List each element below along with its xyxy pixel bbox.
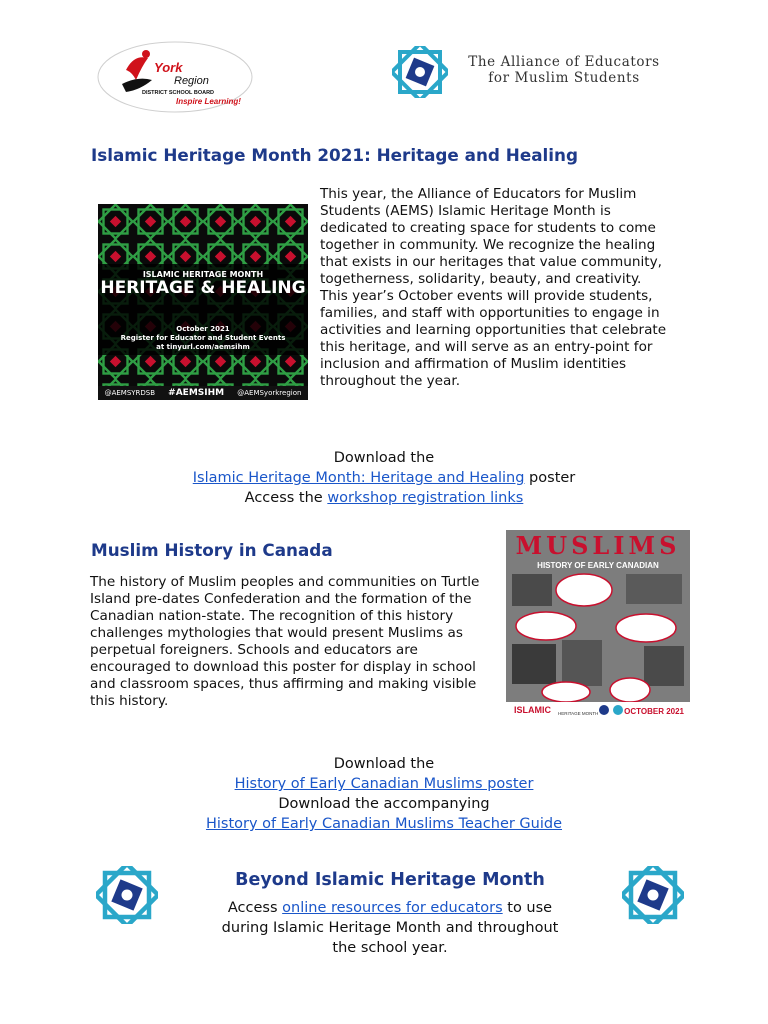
yrdsb-york-word: York xyxy=(154,60,183,75)
poster-register: Register for Educator and Student Events xyxy=(120,334,286,342)
yrdsb-logo xyxy=(96,40,254,114)
poster2-title: MUSLIMS xyxy=(515,531,681,560)
section1-download-block xyxy=(90,448,678,508)
section1-poster-suffix: poster xyxy=(524,470,576,486)
poster-details xyxy=(98,324,308,355)
workshop-registration-link[interactable]: workshop registration links xyxy=(327,490,524,506)
teacher-guide-link[interactable]: History of Early Canadian Muslims Teacher Guide xyxy=(205,816,563,832)
section1-para2: This year’s October events will provide students, families, and staff with opportunities to engage in activities and learning opportunities that celebrate this heritage, and will serve as an entry-point for inclusion and affirmation of Muslim identities throughout the year. xyxy=(320,288,667,389)
yrdsb-region-word: Region xyxy=(174,75,209,87)
yrdsb-board-name: DISTRICT SCHOOL BOARD xyxy=(142,90,215,96)
poster-footer xyxy=(98,386,308,400)
section1-title: Islamic Heritage Month 2021: Heritage and Healing xyxy=(91,145,578,165)
section3-access-prefix: Access xyxy=(227,900,283,916)
aems-name-line2: for Muslim Students xyxy=(488,70,640,86)
poster-heading-big: HERITAGE & HEALING xyxy=(100,278,306,298)
section1-para1: This year, the Alliance of Educators for Muslim Students (AEMS) Islamic Heritage Month is dedicated to creating space for students to come together in community. We recognize the healing that exists in our heritages that value community, togetherness, solidarity, beauty, and creativity. xyxy=(320,186,663,287)
islamic-star-left-icon xyxy=(96,866,158,924)
section2-accompany-text: Download the accompanying xyxy=(278,796,490,812)
islamic-star-right-icon xyxy=(622,866,684,924)
poster-foot-left: @AEMSYRDSB xyxy=(104,389,156,397)
early-canadian-muslims-poster xyxy=(506,530,690,718)
section3-suffix: to use xyxy=(502,900,553,916)
poster-heading-band xyxy=(98,264,308,324)
poster-foot-mid: #AEMSIHM xyxy=(168,388,225,398)
islamic-star-icon xyxy=(392,46,448,98)
section3-title: Beyond Islamic Heritage Month xyxy=(235,870,545,890)
yrdsb-tagline: Inspire Learning! xyxy=(176,97,241,106)
section2-download-block xyxy=(90,754,678,834)
section2-download-prefix: Download the xyxy=(333,756,435,772)
early-canadian-muslims-poster-art xyxy=(506,530,690,718)
aems-logo xyxy=(392,46,672,98)
online-resources-link[interactable]: online resources for educators xyxy=(282,900,503,916)
section1-download-prefix: Download the xyxy=(333,450,435,466)
poster2-foot-left: ISLAMIC xyxy=(514,705,551,715)
poster2-foot-left-sub: HERITAGE MONTH xyxy=(558,711,599,716)
poster2-subtitle: HISTORY OF EARLY CANADIAN xyxy=(537,561,659,570)
poster-heading-small: ISLAMIC HERITAGE MONTH xyxy=(142,270,264,279)
section1-poster-line xyxy=(90,468,678,488)
heritage-healing-poster-link[interactable]: Islamic Heritage Month: Heritage and Healing xyxy=(192,470,525,486)
poster2-foot-right: OCTOBER 2021 xyxy=(624,707,684,716)
poster-url: at tinyurl.com/aemsihm xyxy=(156,343,250,351)
heritage-healing-poster xyxy=(98,178,308,400)
poster-foot-right: @AEMSyorkregion xyxy=(237,389,302,397)
section3-body xyxy=(160,898,620,958)
section2-body: The history of Muslim peoples and communities on Turtle Island pre-dates Confederation and the formation of the Canadian nation-state. The recognition of this history challenges mythologies that would present Muslims as perpetual foreigners. Schools and educators are encouraged to download this poster for display in school and classroom spaces, thus affirming and making visible this history. xyxy=(90,574,480,709)
aems-name-line1: The Alliance of Educators xyxy=(468,54,660,70)
section3-line3: the school year. xyxy=(332,940,448,956)
section2-title: Muslim History in Canada xyxy=(91,540,333,560)
early-canadian-muslims-poster-link[interactable]: History of Early Canadian Muslims poster xyxy=(234,776,534,792)
section1-access-prefix: Access the xyxy=(244,490,328,506)
yrdsb-logo-mark xyxy=(96,40,254,114)
section1-body xyxy=(320,186,682,390)
aems-name xyxy=(454,54,674,86)
section3-line2: during Islamic Heritage Month and throughout xyxy=(221,920,559,936)
poster-date: October 2021 xyxy=(176,325,230,333)
section1-access-line xyxy=(90,488,678,508)
